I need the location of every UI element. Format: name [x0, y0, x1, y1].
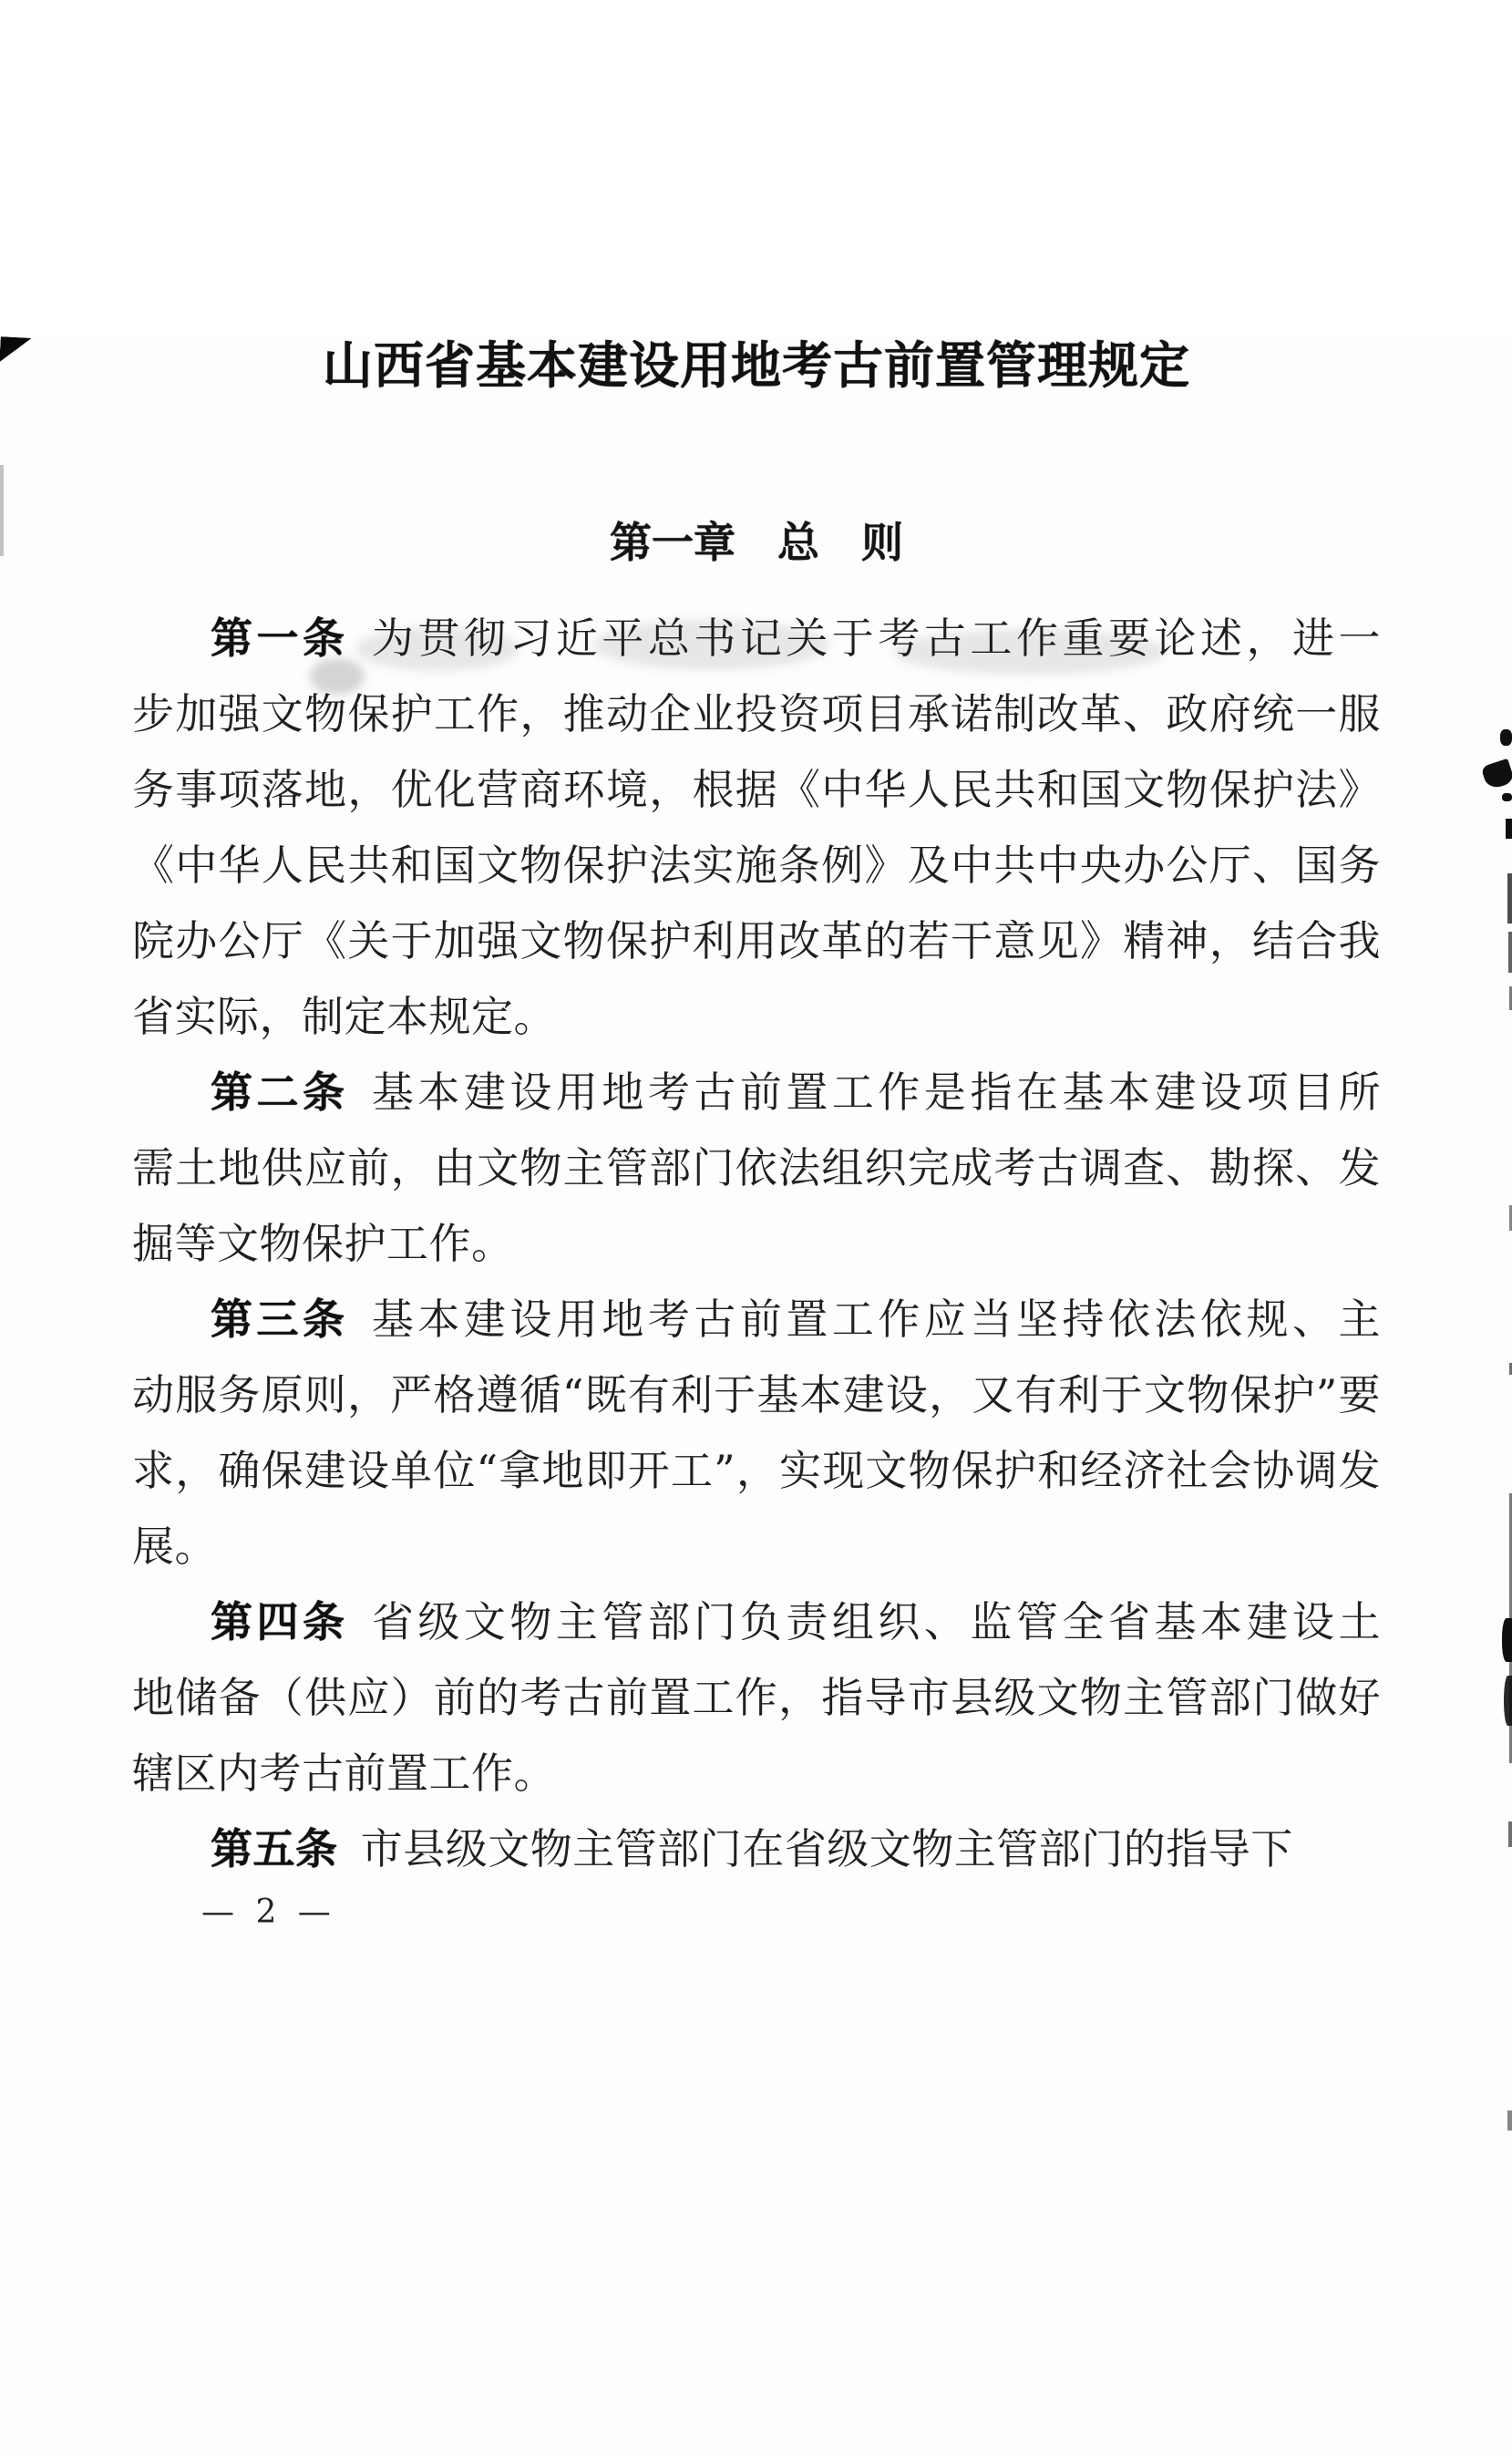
article-line	[132, 1055, 1381, 1130]
scan-edge-mark	[1504, 1676, 1512, 1726]
document-body	[132, 601, 1381, 1887]
scan-corner-mark	[0, 336, 32, 364]
document-title: 山西省基本建设用地考古前置管理规定	[322, 336, 1190, 395]
scan-edge-mark	[1502, 793, 1512, 801]
scan-edge-mark	[0, 465, 4, 556]
article-line-text: 市县级文物主管部门在省级文物主管部门的指导下	[360, 1824, 1293, 1873]
article-line: 辖区内考古前置工作。	[132, 1749, 556, 1798]
article-line: 动服务原则，严格遵循“既有利于基本建设，又有利于文物保护”要	[132, 1370, 1381, 1419]
article-line-text: 省级文物主管部门负责组织、监管全省基本建设土	[371, 1597, 1382, 1646]
page-number: — 2 —	[201, 1894, 336, 1931]
article-1	[132, 601, 1381, 1055]
article-5	[132, 1811, 1381, 1887]
scan-edge-mark	[1506, 819, 1512, 839]
scan-edge-mark	[1502, 1618, 1512, 1662]
article-line: 务事项落地，优化营商环境，根据《中华人民共和国文物保护法》	[132, 765, 1381, 814]
article-line: 掘等文物保护工作。	[132, 1219, 514, 1268]
scan-edge-mark	[1500, 729, 1512, 746]
article-line: 《中华人民共和国文物保护法实施条例》及中共中央办公厅、国务	[132, 841, 1381, 890]
scan-edge-mark	[1507, 2110, 1512, 2131]
article-line	[132, 601, 1381, 676]
article-line	[132, 1584, 1381, 1660]
article-2	[132, 1055, 1381, 1282]
article-1-label: 第一条	[211, 614, 349, 663]
article-line-text: 基本建设用地考古前置工作是指在基本建设项目所	[371, 1068, 1382, 1117]
scanned-document-page	[0, 337, 1512, 2456]
scan-edge-mark	[1508, 932, 1512, 973]
article-4-label: 第四条	[211, 1597, 349, 1646]
article-2-label: 第二条	[211, 1068, 349, 1117]
article-line-text: 为贯彻习近平总书记关于考古工作重要论述，进一	[371, 614, 1382, 663]
article-line: 展。	[132, 1522, 217, 1571]
scan-edge-mark	[1508, 1821, 1512, 1847]
article-line: 步加强文物保护工作，推动企业投资项目承诺制改革、政府统一服	[132, 689, 1381, 738]
article-line-text: 基本建设用地考古前置工作应当坚持依法依规、主	[371, 1295, 1382, 1344]
article-line: 地储备（供应）前的考古前置工作，指导市县级文物主管部门做好	[132, 1673, 1381, 1722]
article-line: 需土地供应前，由文物主管部门依法组织完成考古调查、勘探、发	[132, 1143, 1381, 1192]
article-line	[132, 1811, 1381, 1887]
scan-edge-mark	[1507, 873, 1512, 924]
article-line: 省实际，制定本规定。	[132, 992, 556, 1041]
scan-edge-mark	[1481, 758, 1512, 790]
article-line: 院办公厅《关于加强文物保护利用改革的若干意见》精神，结合我	[132, 916, 1381, 965]
article-4	[132, 1584, 1381, 1811]
article-3	[132, 1282, 1381, 1584]
article-line: 求，确保建设单位“拿地即开工”，实现文物保护和经济社会协调发	[132, 1446, 1381, 1495]
article-line	[132, 1282, 1381, 1357]
article-5-label: 第五条	[211, 1824, 338, 1873]
chapter-heading: 第一章 总 则	[610, 518, 903, 567]
article-3-label: 第三条	[211, 1295, 349, 1344]
